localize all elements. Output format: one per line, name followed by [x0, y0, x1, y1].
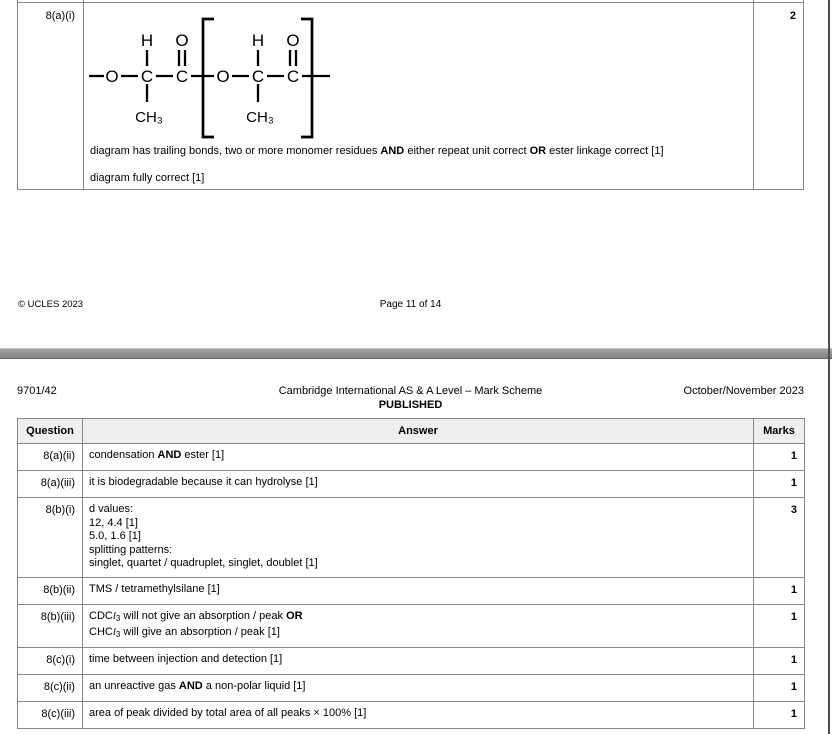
marks-value: 1 [754, 578, 805, 605]
answer-line: time between injection and detection [1] [89, 653, 283, 665]
atom-o-left: O [105, 67, 119, 86]
answer-line: splitting patterns: [89, 543, 173, 556]
atom-c3: C [251, 67, 265, 86]
atom-o-mid: O [216, 67, 230, 86]
answer-cell [83, 471, 754, 498]
answer-line: condensation AND ester [1] [89, 449, 225, 461]
answer-cell [83, 648, 754, 675]
question-column-divider [83, 0, 84, 189]
atom-c4: C [286, 67, 300, 86]
marks-value: 1 [754, 444, 805, 471]
table-row [18, 702, 805, 729]
question-number: 8(c)(ii) [18, 675, 83, 702]
answer-line: singlet, quartet / quadruplet, singlet, doublet [1] [89, 557, 318, 569]
table-row [18, 648, 805, 675]
answer-line: CHCl$_3$ will give an absorption / peak [1] [89, 625, 280, 639]
polymer-structure-diagram [86, 6, 338, 144]
question-number: 8(c)(iii) [18, 702, 83, 729]
mark-scheme-table [17, 418, 805, 729]
table-row [18, 498, 805, 578]
answer-line: it is biodegradable because it can hydrolyse [1] [89, 476, 318, 488]
answer-line: 12, 4.4 [1] [89, 516, 138, 529]
table-row [18, 471, 805, 498]
answer-line: an unreactive gas AND a non-polar liquid [1] [89, 680, 306, 692]
marks-value: 2 [789, 10, 796, 22]
copyright-text: © UCLES 2023 [18, 299, 84, 310]
paper-code: 9701/42 [17, 385, 57, 397]
atom-o-carbonyl-1: O [175, 31, 189, 50]
group-ch3-2: CH₃ [246, 109, 274, 126]
answer-cell [83, 702, 754, 729]
atom-h2: H [251, 31, 265, 50]
table-row [18, 605, 805, 648]
page-separator-bar [0, 348, 832, 359]
question-number: 8(c)(i) [18, 648, 83, 675]
document-title: Cambridge International AS & A Level – Mark Scheme [278, 385, 543, 397]
column-header-question: Question [18, 419, 83, 444]
question-number: 8(b)(ii) [18, 578, 83, 605]
marks-value: 1 [754, 648, 805, 675]
question-number: 8(a)(ii) [18, 444, 83, 471]
answer-line: d values: [89, 503, 134, 515]
answer-cell [83, 444, 754, 471]
table-row-divider [18, 2, 803, 3]
marks-value: 3 [754, 498, 805, 578]
table-row [18, 578, 805, 605]
marking-caption-line2: diagram fully correct [1] [90, 172, 205, 184]
exam-session: October/November 2023 [683, 385, 804, 397]
marking-caption-line1: diagram has trailing bonds, two or more monomer residues AND either repeat unit correct OR ester linkage correct [1] [90, 145, 664, 157]
answer-cell [83, 675, 754, 702]
answer-cell [83, 498, 754, 578]
window-edge-line [828, 0, 830, 734]
table-row [18, 675, 805, 702]
question-number: 8(a)(iii) [18, 471, 83, 498]
table-header-row [18, 419, 805, 444]
page-number: Page 11 of 14 [379, 299, 442, 310]
table-row [18, 444, 805, 471]
answer-cell [83, 578, 754, 605]
published-label: PUBLISHED [378, 399, 443, 411]
atom-c1: C [140, 67, 154, 86]
marks-value: 1 [754, 675, 805, 702]
column-header-marks: Marks [754, 419, 805, 444]
answer-line: CDCl$_3$ will not give an absorption / peak OR [89, 610, 303, 623]
atom-o-carbonyl-2: O [286, 31, 300, 50]
page11-table-fragment [17, 0, 804, 190]
answer-line: area of peak divided by total area of all peaks × 100% [1] [89, 707, 367, 719]
question-number: 8(b)(iii) [18, 605, 83, 648]
marks-value: 1 [754, 702, 805, 729]
answer-cell [83, 605, 754, 648]
marks-column-divider [753, 0, 754, 189]
answer-line: 5.0, 1.6 [1] [89, 530, 141, 542]
column-header-answer: Answer [83, 419, 754, 444]
question-number: 8(a)(i) [45, 10, 75, 22]
question-number: 8(b)(i) [18, 498, 83, 578]
atom-h1: H [140, 31, 154, 50]
marks-value: 1 [754, 605, 805, 648]
marks-value: 1 [754, 471, 805, 498]
atom-c2: C [175, 67, 189, 86]
group-ch3-1: CH₃ [135, 109, 163, 126]
answer-line: TMS / tetramethylsilane [1] [89, 583, 220, 595]
